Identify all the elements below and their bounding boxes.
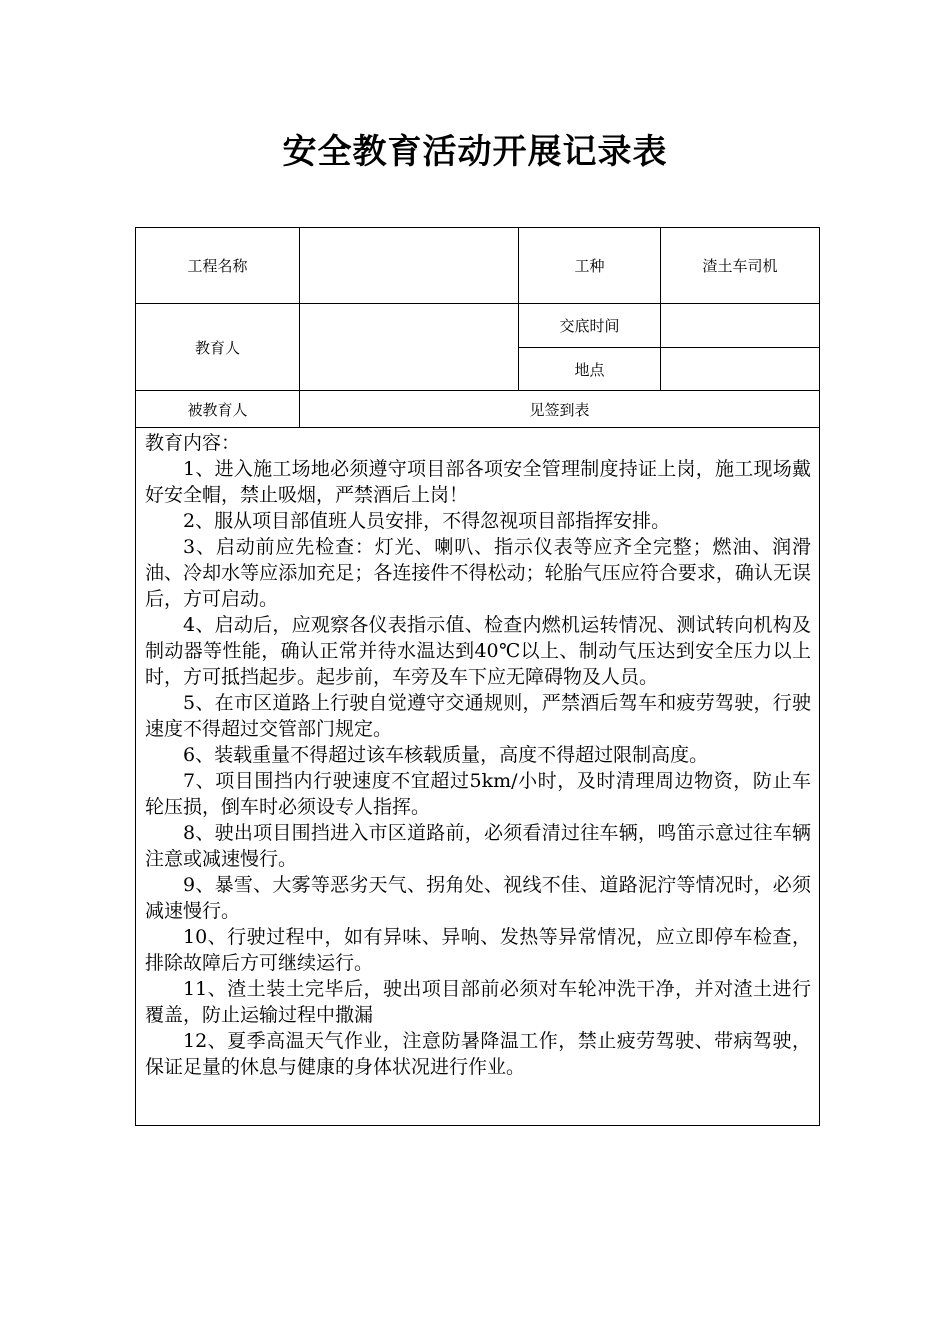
content-item-3: 3、启动前应先检查：灯光、喇叭、指示仪表等应齐全完整；燃油、润滑油、冷却水等应添加充足；各连接件不得松动；轮胎气压应符合要求，确认无误后，方可启动。 <box>145 536 811 610</box>
content-item-4: 4、启动后，应观察各仪表指示值、检查内燃机运转情况、测试转向机构及制动器等性能，确认正常并待水温达到40℃以上、制动气压达到安全压力以上时，方可抵挡起步。起步前，车旁及车下应无障碍物及人员。 <box>145 614 811 688</box>
content-item-1: 1、进入施工场地必须遵守项目部各项安全管理制度持证上岗，施工现场戴好安全帽，禁止吸烟，严禁酒后上岗！ <box>145 458 811 506</box>
content-item-5: 5、在市区道路上行驶自觉遵守交通规则，严禁酒后驾车和疲劳驾驶，行驶速度不得超过交管部门规定。 <box>145 692 811 740</box>
location-label: 地点 <box>519 348 661 391</box>
row-project <box>136 228 820 304</box>
briefing-time-label: 交底时间 <box>519 304 661 348</box>
content-item-2: 2、服从项目部值班人员安排，不得忽视项目部指挥安排。 <box>183 510 671 532</box>
row-trainee <box>136 391 820 428</box>
content-item-11: 11、渣土装土完毕后，驶出项目部前必须对车轮冲洗干净，并对渣土进行覆盖，防止运输过程中撒漏 <box>145 978 811 1026</box>
content-item-7: 7、项目围挡内行驶速度不宜超过5km/小时，及时清理周边物资，防止车轮压损，倒车时必须设专人指挥。 <box>145 770 811 818</box>
content-item-9: 9、暴雪、大雾等恶劣天气、拐角处、视线不佳、道路泥泞等情况时，必须减速慢行。 <box>145 874 811 922</box>
row-educator <box>136 304 820 348</box>
project-name-value <box>300 228 519 304</box>
content-item-8: 8、驶出项目围挡进入市区道路前，必须看清过往车辆，鸣笛示意过往车辆注意或减速慢行。 <box>145 822 811 870</box>
record-table <box>135 227 820 1126</box>
project-name-label: 工程名称 <box>136 228 300 304</box>
location-value <box>661 348 820 391</box>
briefing-time-value <box>661 304 820 348</box>
content-item-12: 12、夏季高温天气作业，注意防暑降温工作，禁止疲劳驾驶、带病驾驶，保证足量的休息与健康的身体状况进行作业。 <box>145 1030 811 1078</box>
trainee-value: 见签到表 <box>300 391 820 428</box>
educator-value <box>300 304 519 391</box>
page-title: 安全教育活动开展记录表 <box>282 132 668 172</box>
content-item-10: 10、行驶过程中，如有异味、异响、发热等异常情况，应立即停车检查，排除故障后方可继续运行。 <box>145 926 811 974</box>
education-content-cell <box>136 428 820 1126</box>
content-item-6: 6、装载重量不得超过该车核载质量，高度不得超过限制高度。 <box>183 744 709 766</box>
education-content <box>136 428 819 1080</box>
row-content <box>136 428 820 1126</box>
trade-label: 工种 <box>519 228 661 304</box>
trainee-label: 被教育人 <box>136 391 300 428</box>
trade-value: 渣土车司机 <box>661 228 820 304</box>
educator-label: 教育人 <box>136 304 300 391</box>
education-content-heading: 教育内容： <box>145 432 241 454</box>
